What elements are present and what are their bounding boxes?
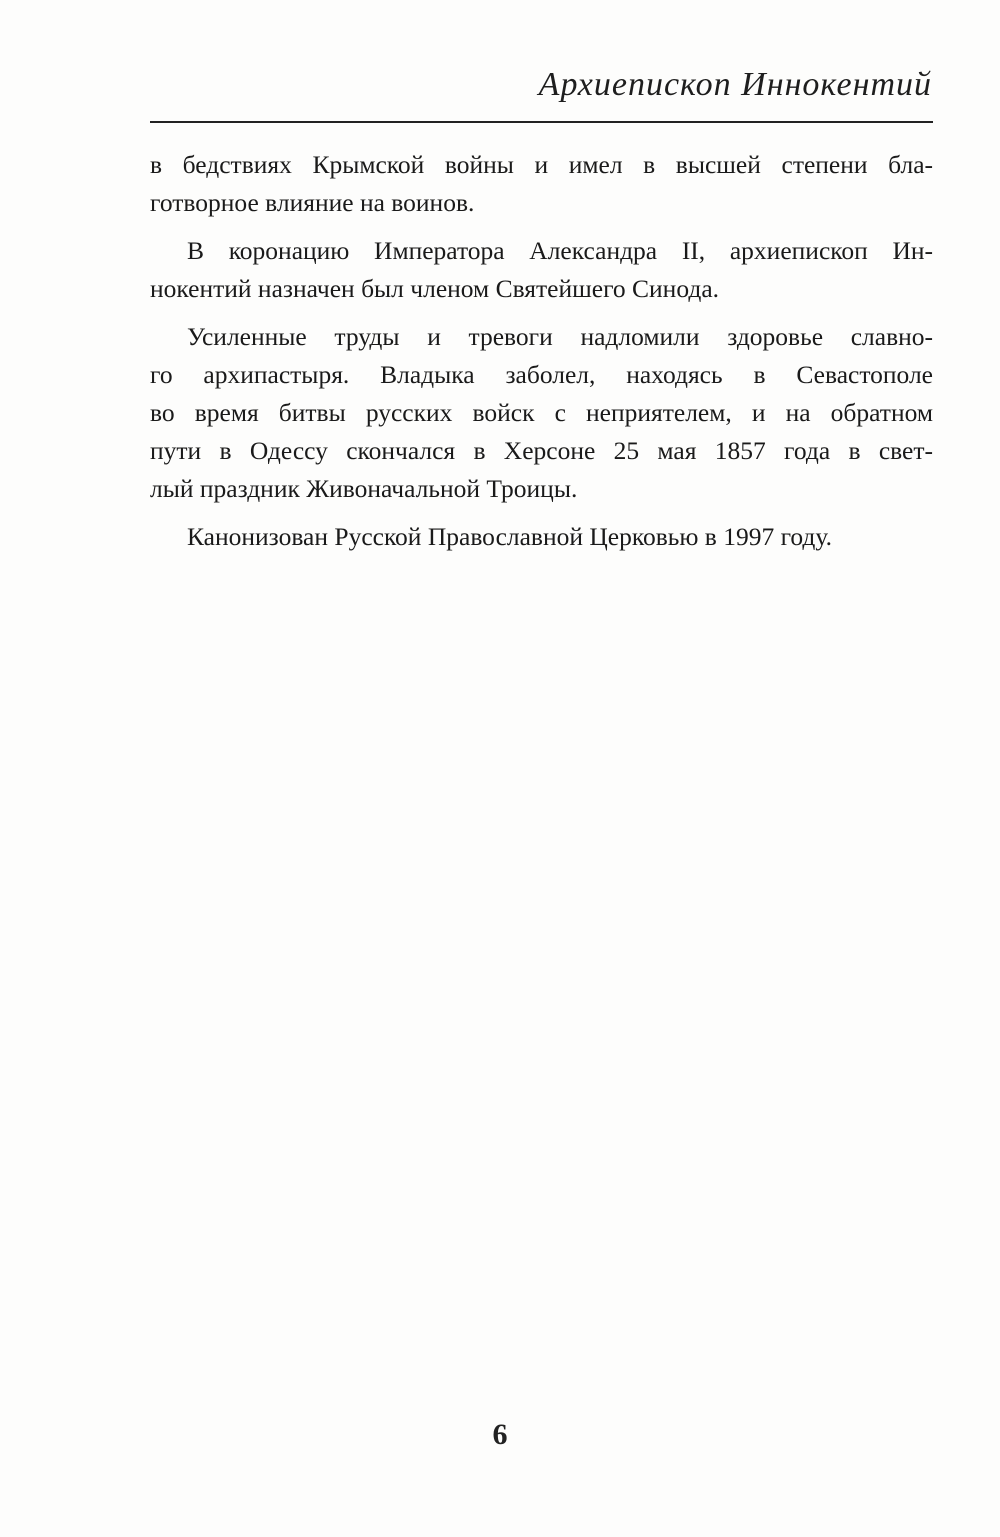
text-line: пути в Одессу скончался в Херсоне 25 мая 1857 года в свет-	[150, 436, 933, 465]
page-number: 6	[492, 1418, 508, 1451]
text-line: лый праздник Живоначальной Троицы.	[150, 474, 578, 503]
body-text	[150, 146, 933, 556]
text-line: в бедствиях Крымской войны и имел в высшей степени бла-	[150, 150, 933, 179]
running-header: Архиепископ Иннокентий	[538, 66, 932, 103]
text-line: готворное влияние на воинов.	[150, 188, 475, 217]
paragraph	[150, 146, 933, 222]
paragraph	[150, 318, 933, 508]
text-line: го архипастыря. Владыка заболел, находясь в Севастополе	[150, 360, 933, 389]
text-line: Канонизован Русской Православной Церковью в 1997 году.	[187, 522, 832, 551]
text-line: Усиленные труды и тревоги надломили здоровье славно-	[187, 322, 933, 351]
paragraph	[150, 232, 933, 308]
paragraph	[150, 518, 933, 556]
text-line: нокентий назначен был членом Святейшего Синода.	[150, 274, 720, 303]
text-line: во время битвы русских войск с неприятелем, и на обратном	[150, 398, 933, 427]
text-line: В коронацию Императора Александра II, архиепископ Ин-	[187, 236, 933, 265]
header-rule	[150, 121, 933, 123]
